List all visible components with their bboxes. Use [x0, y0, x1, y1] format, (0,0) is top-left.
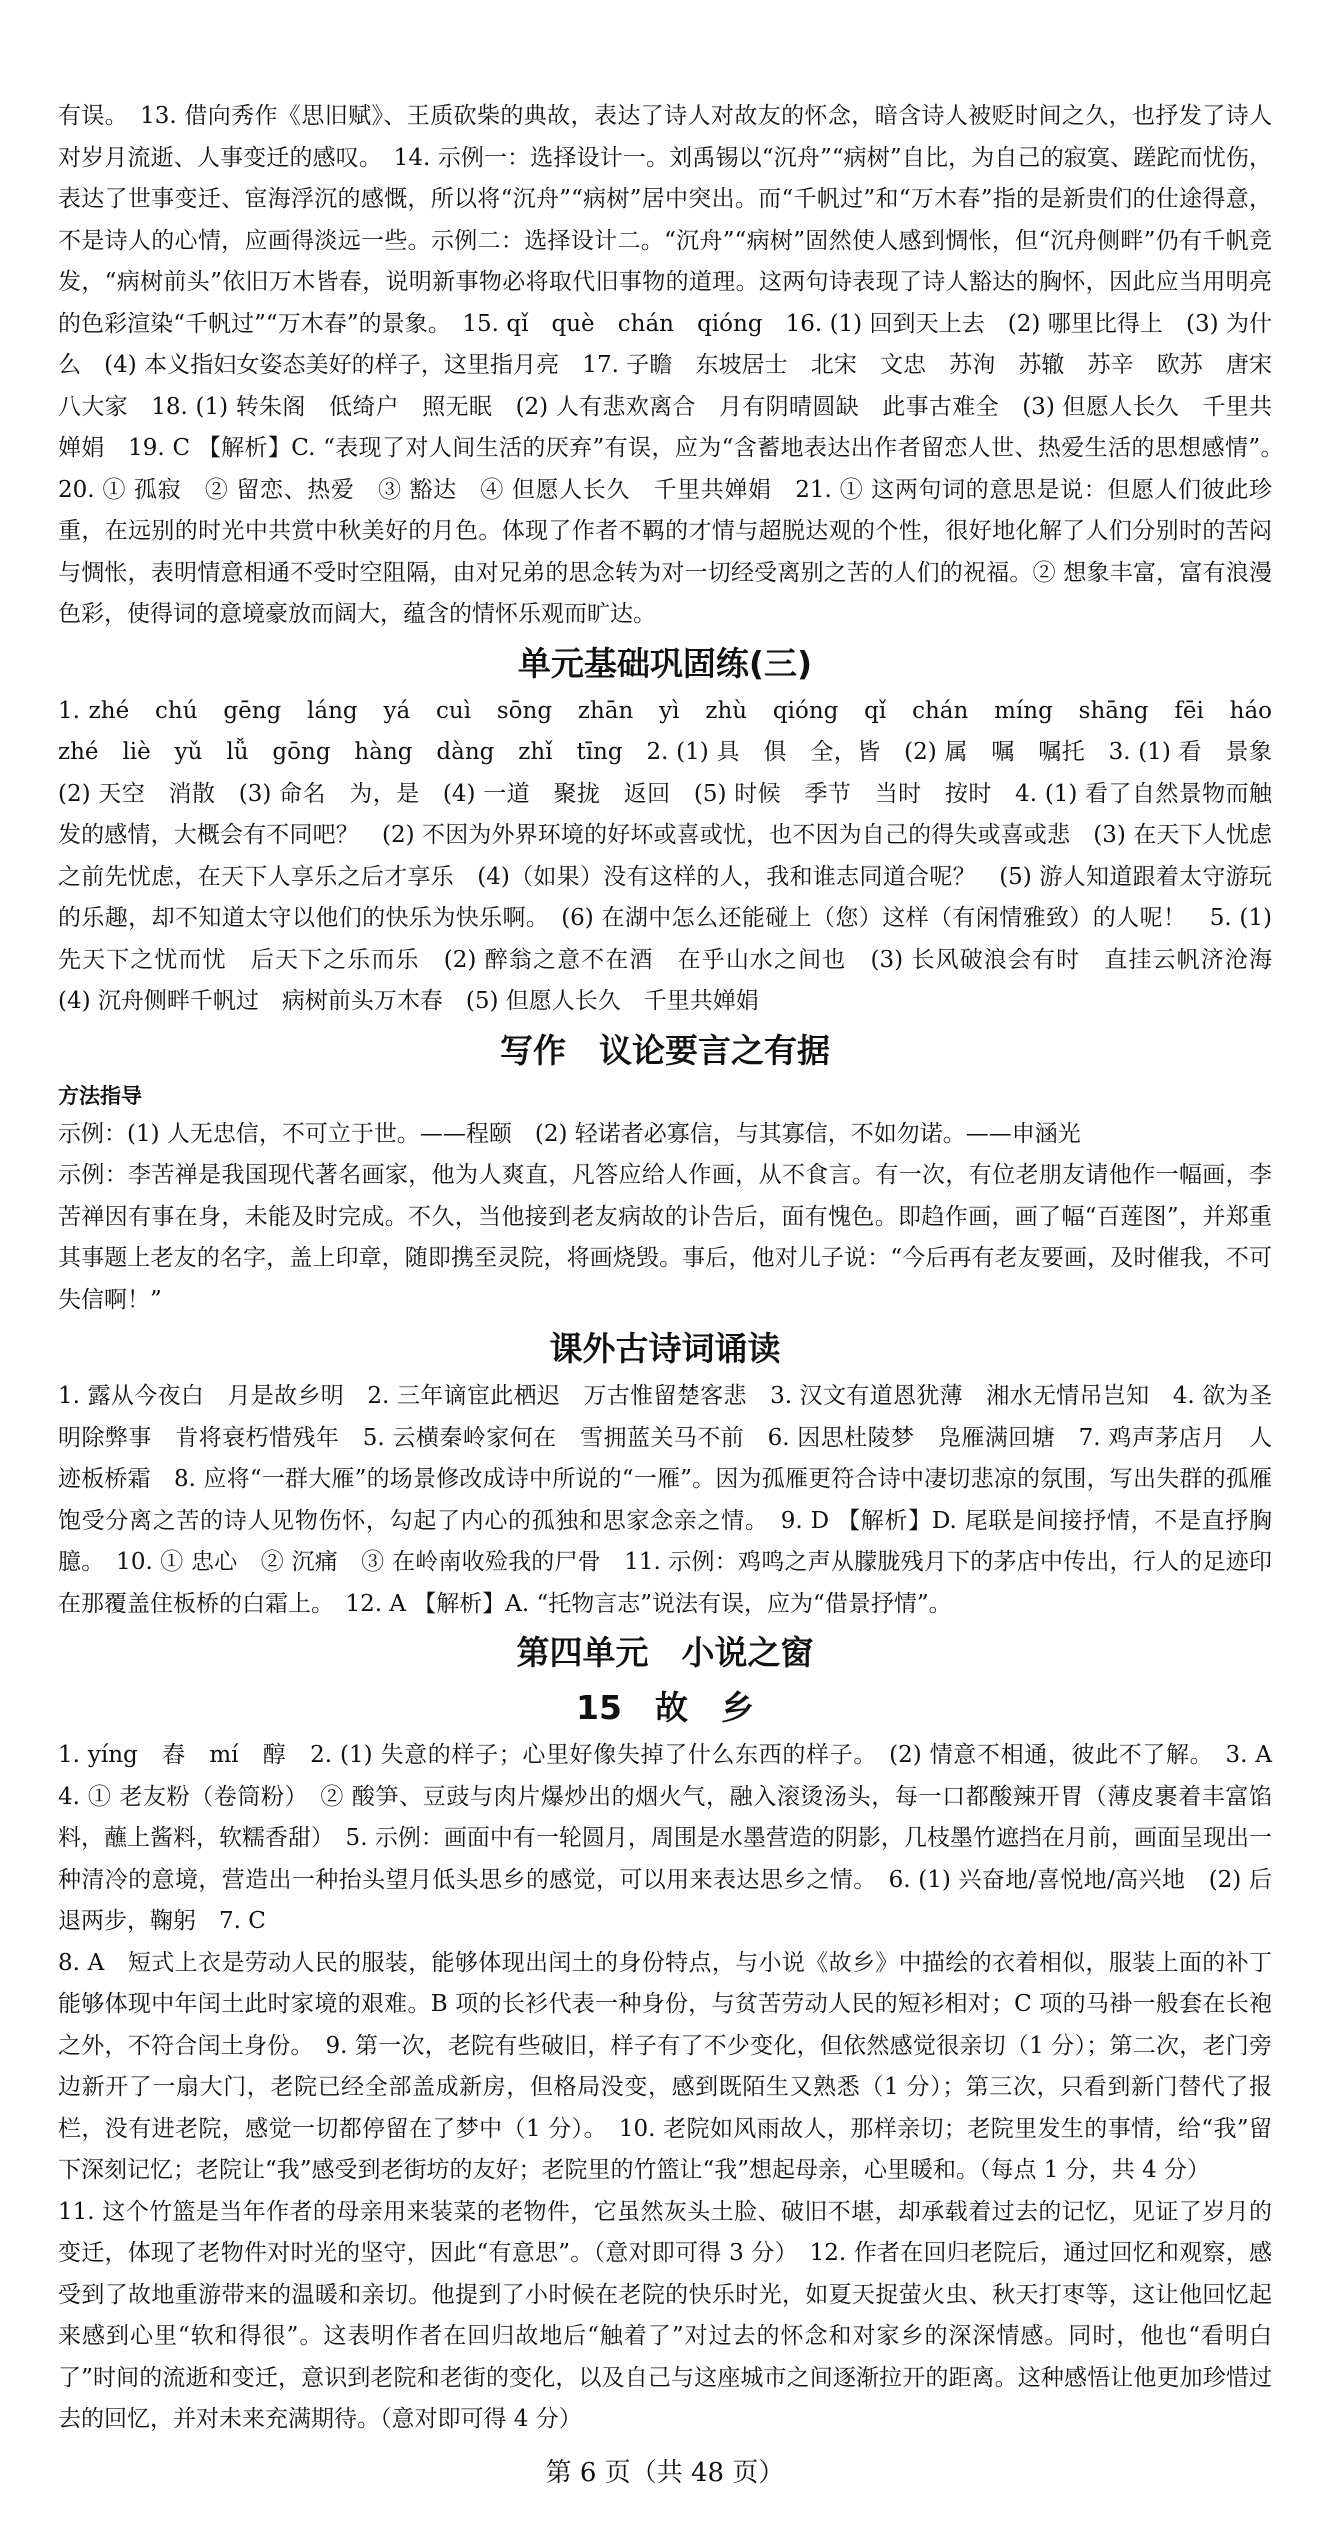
answers-unit-basic-3: 1. zhé chú gēng láng yá cuì sōng zhān yì zhù qióng qǐ chán míng shāng fēi háo zhé liè yǔ lǚ gōng hàng dàng zhǐ tīng 2. (1) 具 俱 全，皆 (2) 属 嘱 嘱托 3. (1) 看 景象 (2) 天空 消散 (3) 命名 为，是 (4) 一道 聚拢 返回 (5) 时候 季节 当时 按时 4. (1) 看了自然景物而触发的感情，大概会有不同吧？ (2) 不因为外界环境的好坏或喜或忧，也不因为自己的得失或喜或悲 (3) 在天下人忧虑之前先忧虑，在天下人享乐之后才享乐 (4)（如果）没有这样的人，我和谁志同道合呢？ (5) 游人知道跟着太守游玩的乐趣，却不知道太守以他们的快乐为快乐啊。 (6) 在湖中怎么还能碰上（您）这样（有闲情雅致）的人呢！ 5. (1) 先天下之忧而忧 后天下之乐而乐 (2) 醉翁之意不在酒 在乎山水之间也 (3) 长风破浪会有时 直挂云帆济沧海 (4) 沉舟侧畔千帆过 病树前头万木春 (5) 但愿人长久 千里共婵娟: [58, 697, 1295, 1014]
answers-lesson-15-b: 8. A 短式上衣是劳动人民的服装，能够体现出闰土的身份特点，与小说《故乡》中描绘的衣着相似，服装上面的补丁能够体现中年闰土此时家境的艰难。B 项的长衫代表一种身份，与贫苦劳动人民的短衫相对；C 项的马褂一般套在长袍之外，不符合闰土身份。 9. 第一次，老院有些破旧，样子有了不少变化，但依然感觉很亲切（1 分）；第二次，老门旁边新开了一扇大门，老院已经全部盖成新房，但格局没变，感到既陌生又熟悉（1 分）；第三次，只看到新门替代了报栏，没有进老院，感觉一切都停留在了梦中（1 分）。 10. 老院如风雨故人，那样亲切；老院里发生的事情，给“我”留下深刻记忆；老院让“我”感受到老街坊的友好；老院里的竹篮让“我”想起母亲，心里暖和。（每点 1 分，共 4 分）: [58, 1949, 1272, 2183]
answers-extracurricular-poems: 1. 露从今夜白 月是故乡明 2. 三年谪宦此栖迟 万古惟留楚客悲 3. 汉文有道恩犹薄 湘水无情吊岂知 4. 欲为圣明除弊事 肯将衰朽惜残年 5. 云横秦岭家何在 雪拥蓝关马不前 6. 因思杜陵梦 凫雁满回塘 7. 鸡声茅店月 人迹板桥霜 8. 应将“一群大雁”的场景修改成诗中所说的“一雁”。因为孤雁更符合诗中凄切悲凉的氛围，写出失群的孤雁饱受分离之苦的诗人见物伤怀，勾起了内心的孤独和思家念亲之情。 9. D 【解析】D. 尾联是间接抒情，不是直抒胸臆。 10. ① 忠心 ② 沉痛 ③ 在岭南收殓我的尸骨 11. 示例：鸡鸣之声从朦胧残月下的茅店中传出，行人的足迹印在那覆盖住板桥的白霜上。 12. A 【解析】A. “托物言志”说法有误，应为“借景抒情”。: [58, 1383, 1272, 1617]
page-content: [58, 96, 1295, 2441]
heading-unit-4: 第四单元 小说之窗: [516, 1633, 814, 1672]
page-number: 第 6 页（共 48 页）: [545, 2458, 785, 2488]
answers-lesson-15-a: 1. yíng 舂 mí 醇 2. (1) 失意的样子；心里好像失掉了什么东西的样子。 (2) 情意不相通，彼此不了解。 3. A 4. ① 老友粉（卷筒粉） ② 酸笋、豆豉与肉片爆炒出的烟火气，融入滚烫汤头，每一口都酸辣开胃（薄皮裹着丰富馅料，蘸上酱料，软糯香甜） 5. 示例：画面中有一轮圆月，周围是水墨营造的阴影，几枝墨竹遮挡在月前，画面呈现出一种清冷的意境，营造出一种抬头望月低头思乡的感觉，可以用来表达思乡之情。 6. (1) 兴奋地/喜悦地/高兴地 (2) 后退两步，鞠躬 7. C: [58, 1742, 1295, 1934]
heading-extracurricular-poems: 课外古诗词诵读: [549, 1329, 781, 1368]
writing-example-2: 示例：李苦禅是我国现代著名画家，他为人爽直，凡答应给人作画，从不食言。有一次，有位老朋友请他作一幅画，李苦禅因有事在身，未能及时完成。不久，当他接到老友病故的讣告后，面有愧色。即趋作画，画了幅“百莲图”，并郑重其事题上老友的名字，盖上印章，随即携至灵院，将画烧毁。事后，他对儿子说：“今后再有老友要画，及时催我，不可失信啊！”: [58, 1162, 1272, 1313]
answers-lesson-15-c: 11. 这个竹篮是当年作者的母亲用来装菜的老物件，它虽然灰头土脸、破旧不堪，却承载着过去的记忆，见证了岁月的变迁，体现了老物件对时光的坚守，因此“有意思”。（意对即可得 3 分） 12. 作者在回归老院后，通过回忆和观察，感受到了故地重游带来的温暖和亲切。他提到了小时候在老院的快乐时光，如夏天捉萤火虫、秋天打枣等，这让他回忆起来感到心里“软和得很”。这表明作者在回归故地后“触着了”对过去的怀念和对家乡的深深情感。同时，他也“看明白了”时间的流逝和变迁，意识到老院和老街的变化，以及自己与这座城市之间逐渐拉开的距离。这种感悟让他更加珍惜过去的回忆，并对未来充满期待。（意对即可得 4 分）: [58, 2198, 1272, 2432]
writing-example-1: 示例：(1) 人无忠信，不可立于世。——程颐 (2) 轻诺者必寡信，与其寡信，不如勿诺。——申涵光: [58, 1120, 1081, 1147]
heading-unit-basic-3: 单元基础巩固练(三): [517, 643, 813, 683]
subhead-method-guide: 方法指导: [58, 1083, 142, 1108]
heading-lesson-15: 15 故 乡: [576, 1688, 754, 1727]
heading-writing: 写作 议论要言之有据: [500, 1030, 830, 1070]
answers-unit3-continued: 有误。 13. 借向秀作《思旧赋》、王质砍柴的典故，表达了诗人对故友的怀念，暗含诗人被贬时间之久，也抒发了诗人对岁月流逝、人事变迁的感叹。 14. 示例一：选择设计一。刘禹锡以“沉舟”“病树”自比，为自己的寂寞、蹉跎而忧伤，表达了世事变迁、宦海浮沉的感慨，所以将“沉舟”“病树”居中突出。而“千帆过”和“万木春”指的是新贵们的仕途得意，不是诗人的心情，应画得淡远一些。示例二：选择设计二。“沉舟”“病树”固然使人感到惆怅，但“沉舟侧畔”仍有千帆竞发，“病树前头”依旧万木皆春，说明新事物必将取代旧事物的道理。这两句诗表现了诗人豁达的胸怀，因此应当用明亮的色彩渲染“千帆过”“万木春”的景象。 15. qǐ què chán qióng 16. (1) 回到天上去 (2) 哪里比得上 (3) 为什么 (4) 本义指妇女姿态美好的样子，这里指月亮 17. 子瞻 东坡居士 北宋 文忠 苏洵 苏辙 苏辛 欧苏 唐宋八大家 18. (1) 转朱阁 低绮户 照无眠 (2) 人有悲欢离合 月有阴晴圆缺 此事古难全 (3) 但愿人长久 千里共婵娟 19. C 【解析】C. “表现了对人间生活的厌弃”有误，应为“含蓄地表达出作者留恋人世、热爱生活的思想感情”。 20. ① 孤寂 ② 留恋、热爱 ③ 豁达 ④ 但愿人长久 千里共婵娟 21. ① 这两句词的意思是说：但愿人们彼此珍重，在远别的时光中共赏中秋美好的月色。体现了作者不羁的才情与超脱达观的个性，很好地化解了人们分别时的苦闷与惆怅，表明情意相通不受时空阻隔，由对兄弟的思念转为对一切经受离别之苦的人们的祝福。② 想象丰富，富有浪漫色彩，使得词的意境豪放而阔大，蕴含的情怀乐观而旷达。: [58, 103, 1295, 627]
